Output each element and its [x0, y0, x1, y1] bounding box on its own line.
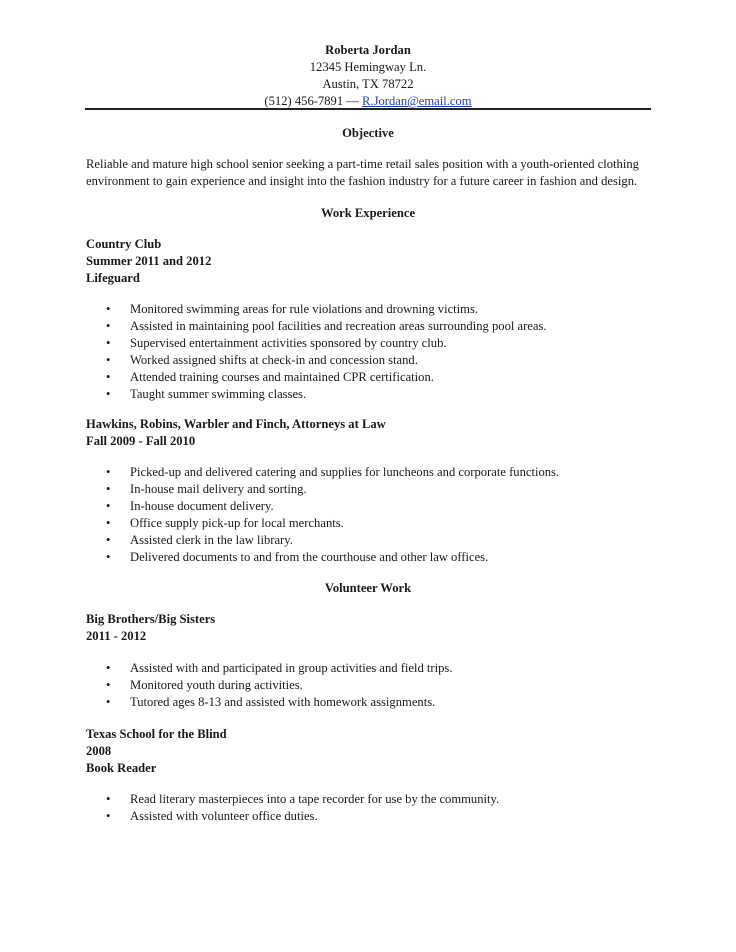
- bullet-icon: •: [106, 550, 111, 564]
- list-item: • Read literary masterpieces into a tape recorder for use by the community.: [106, 792, 500, 806]
- volunteer-entry: [86, 611, 646, 645]
- duties-list: [86, 301, 646, 403]
- list-item: • Delivered documents to and from the courthouse and other law offices.: [106, 550, 489, 564]
- duties-list: [86, 660, 646, 711]
- list-item: • Taught summer swimming classes.: [106, 387, 307, 401]
- organization-name: Big Brothers/Big Sisters: [86, 612, 216, 626]
- job-duties: [86, 464, 646, 566]
- volunteer-dates: 2008: [86, 744, 112, 758]
- bullet-icon: •: [106, 387, 111, 401]
- employment-dates: Fall 2009 - Fall 2010: [86, 434, 196, 448]
- list-item: • Worked assigned shifts at check-in and concession stand.: [106, 353, 418, 367]
- bullet-icon: •: [106, 695, 111, 709]
- bullet-icon: •: [106, 678, 111, 692]
- volunteer-dates: 2011 - 2012: [86, 629, 147, 643]
- volunteer-entry: [86, 726, 646, 777]
- street-address: 12345 Hemingway Ln.: [309, 60, 427, 74]
- bullet-icon: •: [106, 482, 111, 496]
- list-item: • Tutored ages 8-13 and assisted with homework assignments.: [106, 695, 436, 709]
- job-entry: [86, 236, 646, 287]
- list-item: • Assisted with volunteer office duties.: [106, 809, 318, 823]
- list-item: • Monitored youth during activities.: [106, 678, 303, 692]
- list-item: • Supervised entertainment activities sponsored by country club.: [106, 336, 447, 350]
- work-experience-heading: Work Experience: [320, 206, 416, 220]
- city-state-zip: Austin, TX 78722: [322, 77, 414, 91]
- volunteer-duties: [86, 791, 646, 825]
- employment-dates: Summer 2011 and 2012: [86, 254, 212, 268]
- list-item: • In-house mail delivery and sorting.: [106, 482, 307, 496]
- list-item: • In-house document delivery.: [106, 499, 274, 513]
- contact-header: [0, 42, 736, 110]
- list-item: • Attended training courses and maintained CPR certification.: [106, 370, 434, 384]
- header-divider: [85, 108, 651, 110]
- bullet-icon: •: [106, 370, 111, 384]
- list-item: • Monitored swimming areas for rule violations and drowning victims.: [106, 302, 479, 316]
- bullet-icon: •: [106, 319, 111, 333]
- applicant-name: Roberta Jordan: [325, 43, 411, 57]
- bullet-icon: •: [106, 516, 111, 530]
- employer-name: Country Club: [86, 237, 162, 251]
- bullet-icon: •: [106, 533, 111, 547]
- list-item: • Assisted with and participated in group activities and field trips.: [106, 661, 453, 675]
- bullet-icon: •: [106, 809, 111, 823]
- phone-number: (512) 456-7891 —: [264, 94, 359, 108]
- objective-line: Reliable and mature high school senior seeking a part-time retail sales position with a youth-oriented clothing: [86, 157, 639, 171]
- job-entry: [86, 416, 646, 450]
- bullet-icon: •: [106, 661, 111, 675]
- duties-list: [86, 791, 646, 825]
- duties-list: [86, 464, 646, 566]
- list-item: • Picked-up and delivered catering and supplies for luncheons and corporate functions.: [106, 465, 560, 479]
- bullet-icon: •: [106, 336, 111, 350]
- volunteer-duties: [86, 660, 646, 711]
- employer-name: Hawkins, Robins, Warbler and Finch, Attorneys at Law: [86, 417, 386, 431]
- volunteer-role: Book Reader: [86, 761, 157, 775]
- bullet-icon: •: [106, 302, 111, 316]
- job-title: Lifeguard: [86, 271, 140, 285]
- email-link[interactable]: R.Jordan@email.com: [362, 94, 472, 108]
- objective-line: environment to gain experience and insight into the fashion industry for a future career in fashion and design.: [86, 174, 638, 188]
- bullet-icon: •: [106, 499, 111, 513]
- job-duties: [86, 301, 646, 403]
- list-item: • Assisted clerk in the law library.: [106, 533, 293, 547]
- bullet-icon: •: [106, 465, 111, 479]
- list-item: • Assisted in maintaining pool facilities and recreation areas surrounding pool areas.: [106, 319, 547, 333]
- bullet-icon: •: [106, 792, 111, 806]
- organization-name: Texas School for the Blind: [86, 727, 227, 741]
- list-item: • Office supply pick-up for local merchants.: [106, 516, 344, 530]
- bullet-icon: •: [106, 353, 111, 367]
- objective-text: [86, 156, 646, 190]
- objective-heading: Objective: [342, 126, 394, 140]
- volunteer-work-heading: Volunteer Work: [324, 581, 412, 595]
